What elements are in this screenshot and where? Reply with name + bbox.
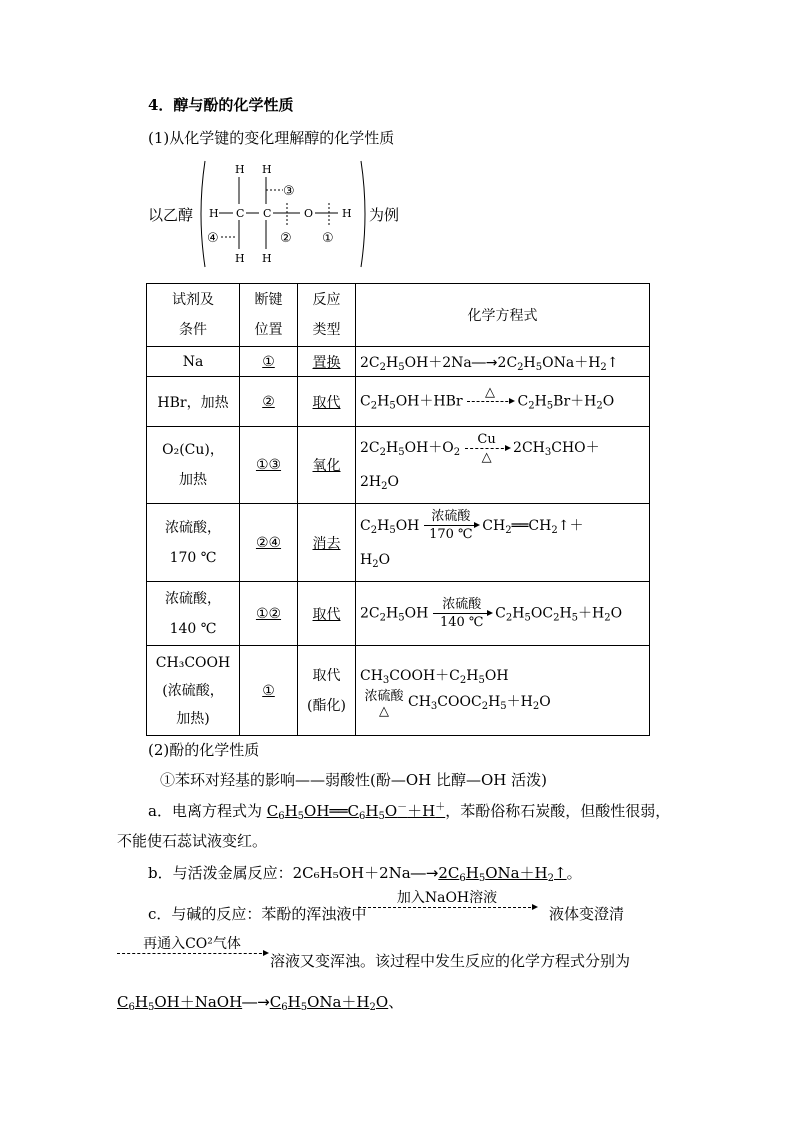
subsection-title-phenol: (2)酚的化学性质 — [148, 741, 260, 759]
equation-cell: $C_2H_5OH+HBr$ △ $C_2H_5Br+H_2O$ — [356, 377, 650, 427]
reagent-cell: CH₃COOH (浓硫酸， 加热) — [147, 646, 240, 736]
table-row — [147, 646, 650, 736]
condition-naoh: 加入NaOH溶液 — [358, 889, 536, 909]
bond-cell: ②④ — [240, 504, 298, 582]
ionization-equation: $C_6H_5OH══C_6H_5O^-+H^+$ — [266, 802, 446, 822]
reaction-table — [146, 283, 650, 736]
bond-cell: ② — [240, 377, 298, 427]
marker-3: ③ — [283, 184, 295, 199]
type-cell: 氧化 — [298, 427, 356, 504]
atom-o: O — [304, 207, 314, 220]
reagent-cell: HBr，加热 — [147, 377, 240, 427]
atom-h-bottom-1: H — [235, 252, 245, 265]
type-cell: 置换 — [298, 347, 356, 377]
atom-c-1: C — [236, 207, 245, 220]
header-bond: 断键 位置 — [240, 284, 298, 347]
header-type: 反应 类型 — [298, 284, 356, 347]
heat-symbol: △ — [481, 449, 492, 465]
atom-h-right: H — [342, 207, 352, 220]
type-cell: 取代 (酯化) — [298, 646, 356, 736]
subsection-title-alcohol: (1)从化学键的变化理解醇的化学性质 — [148, 129, 395, 147]
naoh-equation: $C_6H_5OH+NaOH―\to C_6H_5ONa+H_2O$、 — [117, 993, 404, 1013]
equation-cell: $2C_2H_5OH+O_2$ Cu △ $2CH_3CHO+$ $2H_2O$ — [356, 427, 650, 504]
metal-reaction-product: $2C_6H_5ONa+H_2↑$ — [438, 864, 567, 884]
bond-cell: ①② — [240, 582, 298, 646]
type-cell: 取代 — [298, 582, 356, 646]
phenol-item-c: c．与碱的反应：苯酚的浑浊液中 — [148, 905, 367, 923]
condition-co2: 再通入CO²气体 — [117, 935, 267, 955]
bond-cell: ① — [240, 347, 298, 377]
ethanol-suffix: 为例 — [369, 206, 400, 224]
table-row — [147, 427, 650, 504]
equation-cell: $2C_2H_5OH$ 浓硫酸 140 ℃ $C_2H_5OC_2H_5+H_2O$ — [356, 582, 650, 646]
reagent-cell: O₂(Cu)， 加热 — [147, 427, 240, 504]
phenol-item-a-line2: 不能使石蕊试液变红。 — [117, 832, 268, 850]
table-header-row — [147, 284, 650, 347]
phenol-item-c-line2: 溶液又变浑浊。该过程中发生反应的化学方程式分别为 — [270, 952, 631, 970]
phenol-item-1: ①苯环对羟基的影响——弱酸性(酚—OH 比醇—OH 活泼) — [160, 771, 547, 789]
phenol-item-b: b．与活泼金属反应：$2C_6H_5OH+2Na―\to 2C_6H_5ONa+H_2↑$。 — [148, 864, 582, 884]
ethanol-prefix: 以乙醇 — [148, 206, 194, 224]
marker-2: ② — [280, 231, 292, 246]
reagent-cell: Na — [147, 347, 240, 377]
heat-symbol: △ — [485, 385, 496, 400]
type-cell: 取代 — [298, 377, 356, 427]
atom-h-left: H — [209, 207, 219, 220]
reagent-cell: 浓硫酸， 140 ℃ — [147, 582, 240, 646]
cu-catalyst: Cu — [477, 431, 496, 447]
table-row — [147, 582, 650, 646]
table-row — [147, 347, 650, 377]
bond-cell: ① — [240, 646, 298, 736]
bond-cell: ①③ — [240, 427, 298, 504]
equation-cell: $2C_2H_5OH+2Na―\to 2C_2H_5ONa+H_2↑$ — [356, 347, 650, 377]
header-reagent: 试剂及 条件 — [147, 284, 240, 347]
atom-h-top-2: H — [262, 163, 272, 176]
marker-1: ① — [322, 231, 334, 246]
phenol-item-c-result: 液体变澄清 — [549, 905, 625, 923]
type-cell: 消去 — [298, 504, 356, 582]
equation-cell: $CH_3COOH+C_2H_5OH$ 浓硫酸 △ $CH_3COOC_2H_5+H_2O$ — [356, 646, 650, 736]
atom-h-bottom-2: H — [262, 252, 272, 265]
header-equation: 化学方程式 — [356, 284, 650, 347]
ethanol-structure-diagram — [195, 155, 371, 273]
table-row — [147, 504, 650, 582]
marker-4: ④ — [207, 231, 219, 246]
reagent-cell: 浓硫酸， 170 ℃ — [147, 504, 240, 582]
equation-cell: $C_2H_5OH$ 浓硫酸 170 ℃ $CH_2══CH_2↑+$ $H_2O$ — [356, 504, 650, 582]
table-row — [147, 377, 650, 427]
phenol-item-a: a．电离方程式为 $C_6H_5OH══C_6H_5O^-+H^+$，苯酚俗称石炭酸，但酸性很弱， — [148, 802, 671, 822]
atom-h-top-1: H — [235, 163, 245, 176]
section-title: 4．醇与酚的化学性质 — [148, 96, 294, 114]
atom-c-2: C — [263, 207, 272, 220]
